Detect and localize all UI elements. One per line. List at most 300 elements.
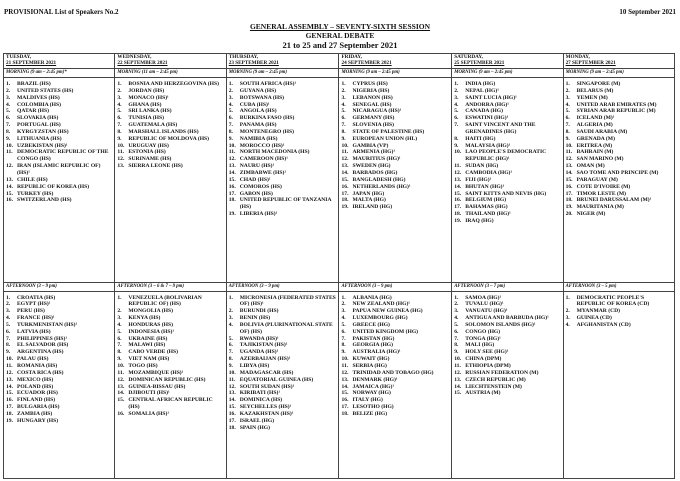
speaker-number: 16. [228,183,236,190]
speaker-number: 7. [6,122,11,129]
speaker-number: 2. [6,301,11,308]
session-header: MORNING (11 am – 2:45 pm) [115,69,226,78]
speaker-number: 13. [6,176,13,183]
speaker-number: 1. [454,81,459,88]
speaker-item [229,170,337,177]
speaker-number: 3. [228,94,233,101]
speaker-list-cell [115,78,226,282]
speaker-name: HAITI (HG) [465,135,496,142]
speaker-name: RUSSIAN FEDERATION (M) [465,369,539,376]
speaker-name: SRI LANKA (HS) [128,108,172,115]
speaker-name: ESWATINI (HG)¹ [465,115,509,122]
speaker-item [117,95,223,102]
speaker-list [566,78,672,218]
speaker-name: BRAZIL (HS) [17,81,51,88]
speaker-name: JAMAICA (HG)¹ [352,383,395,390]
speaker-name: SIERRA LEONE (HS) [128,163,183,170]
speaker-number: 2. [454,87,459,94]
speaker-number: 1. [228,294,233,301]
speaker-number: 17. [341,190,349,197]
speaker-name: GEORGIA (HG) [352,342,394,349]
speaker-name: HOLY SEE (HG)¹ [465,349,509,356]
speaker-item [117,295,223,309]
speaker-number: 8. [341,342,346,349]
speaker-number: 9. [341,135,346,142]
speaker-name: ARGENTINA (HS) [17,349,64,356]
speaker-number: 19. [565,204,573,211]
speaker-number: 1. [341,81,346,88]
speaker-name: GUINEA-BISSAU (HS) [128,383,186,390]
speaker-item [229,404,337,411]
speaker-number: 6. [228,115,233,122]
speaker-name: HONDURAS (HS) [128,321,173,328]
speaker-name: BELARUS (M) [576,87,614,94]
speaker-number: 12. [117,156,125,163]
speaker-name: SAUDI ARABIA (M) [576,128,628,135]
speaker-number: 14. [6,183,13,190]
speaker-number: 5. [117,328,122,335]
speaker-number: 18. [228,424,236,431]
speaker-number: 3. [341,308,346,315]
speaker-name: BOLIVIA (PLURINATIONAL STATE OF) (HS) [239,321,333,335]
speaker-name: BAHRAIN (M) [576,149,614,156]
session-header: MORNING (9 am – 2:45 pm) [226,69,339,78]
speaker-item [341,136,449,143]
speaker-number: 6. [454,115,459,122]
speaker-number: 5. [6,321,11,328]
speaker-number: 13. [341,376,349,383]
speaker-list [341,292,449,418]
speaker-number: 1. [6,294,11,301]
speaker-number: 5. [454,108,459,115]
speaker-name: CHILE (HS) [17,176,48,183]
speaker-number: 14. [6,383,13,390]
speaker-name: LAO PEOPLE'S DEMOCRATIC REPUBLIC (HG)¹ [465,149,547,163]
speaker-number: 14. [565,170,573,177]
speaker-number: 5. [454,321,459,328]
speaker-name: NORTH MACEDONIA (HS) [239,149,310,156]
speaker-name: ANTIGUA AND BARBUDA (HG)¹ [465,315,549,322]
speaker-item [117,370,223,377]
speaker-name: LESOTHO (HG) [352,404,394,411]
speaker-name: LIBYA (HS) [239,362,270,369]
speaker-name: CAMEROON (HS)¹ [239,156,288,163]
speaker-name: UNITED KINGDOM (HG) [352,328,419,335]
speaker-name: ZAMBIA (HS) [17,410,53,417]
speaker-item [229,129,337,136]
speaker-name: SAN MARINO (M) [576,156,624,163]
speaker-number: 15. [6,390,13,397]
speaker-name: MALAWI (HS) [128,342,166,349]
speaker-name: BARBADOS (HG) [352,170,398,177]
speaker-name: GUATEMALA (HS) [128,122,178,129]
speaker-name: TOGO (HS) [128,362,158,369]
speaker-number: 9. [228,135,233,142]
speaker-item [566,88,672,95]
speaker-number: 17. [454,204,462,211]
speaker-item [229,81,337,88]
speaker-item [566,129,672,136]
speaker-name: CYPRUS (HS) [352,81,388,88]
speaker-item [6,197,112,204]
speaker-item [454,149,560,163]
speaker-number: 9. [117,356,122,363]
speaker-number: 5. [228,335,233,342]
speaker-number: 16. [341,397,349,404]
speaker-number: 8. [341,128,346,135]
speaker-number: 7. [117,342,122,349]
speaker-number: 17. [228,190,236,197]
speaker-item [229,425,337,432]
speaker-name: BANGLADESH (HG) [352,176,406,183]
speaker-number: 14. [454,183,462,190]
speaker-number: 3. [341,94,346,101]
morning-speakers-row [4,78,675,282]
speaker-number: 12. [6,369,13,376]
speaker-number: 4. [341,315,346,322]
speaker-number: 4. [228,321,233,328]
session-title: GENERAL ASSEMBLY – SEVENTY-SIXTH SESSION [249,22,431,31]
speaker-number: 15. [228,404,236,411]
speaker-name: EQUATORIAL GUINEA (HS) [239,376,314,383]
speaker-list [229,78,337,218]
speaker-item [341,377,449,384]
speaker-number: 4. [117,321,122,328]
speaker-item [6,322,112,329]
speaker-name: STATE OF PALESTINE (HS) [352,128,425,135]
speaker-name: MYANMAR (CD) [576,308,621,315]
speaker-item [341,81,449,88]
speaker-number: 20. [565,211,573,218]
speaker-number: 11. [228,376,236,383]
speaker-number: 1. [117,294,122,301]
speaker-item [229,315,337,322]
speaker-number: 8. [565,128,570,135]
speaker-item [229,184,337,191]
speaker-name: URUGUAY (HS) [128,142,169,149]
speaker-name: PHILIPPINES (HS)¹ [17,335,68,342]
speaker-name: DEMOCRATIC REPUBLIC OF THE CONGO (HS) [17,149,109,163]
speaker-item [117,81,223,88]
speaker-number: 3. [228,315,233,322]
speakers-table [3,53,675,479]
speaker-item [6,81,112,88]
speaker-number: 8. [454,342,459,349]
speaker-name: UNITED STATES (HS) [17,87,74,94]
speaker-number: 7. [454,335,459,342]
speaker-name: COSTA RICA (HS) [17,369,64,376]
speaker-list-cell [226,291,339,478]
speaker-item [117,329,223,336]
speaker-number: 13. [117,383,125,390]
speaker-item [117,129,223,136]
speaker-item [454,122,560,136]
speaker-item [6,356,112,363]
speaker-number: 6. [6,115,11,122]
speaker-name: COLOMBIA (HS) [17,101,61,108]
speaker-name: SENEGAL (HS) [352,101,392,108]
speaker-item [6,370,112,377]
speaker-number: 3. [565,315,570,322]
speaker-number: 14. [117,390,125,397]
speaker-list-cell [339,291,452,478]
speaker-name: BHUTAN (HG)¹ [465,183,505,190]
speaker-number: 4. [117,101,122,108]
speaker-name: ARMENIA (HG)¹ [352,149,396,156]
speaker-number: 18. [565,197,573,204]
speaker-number: 13. [454,376,462,383]
speaker-item [454,177,560,184]
speaker-number: 19. [6,417,13,424]
speaker-item [454,115,560,122]
speaker-number: 14. [341,170,349,177]
speaker-number: 1. [565,294,570,301]
speaker-number: 10. [6,142,13,149]
speaker-list [341,78,449,211]
speaker-name: GERMANY (HS) [352,115,395,122]
speaker-name: BENIN (HS) [239,315,271,322]
speaker-number: 8. [454,135,459,142]
speaker-number: 18. [228,197,236,204]
speaker-number: 18. [341,410,349,417]
speaker-name: ECUADOR (HS) [17,390,58,397]
speaker-name: DOMINICAN REPUBLIC (HS) [128,376,206,383]
speaker-name: TUNISIA (HS) [128,115,164,122]
speaker-number: 15. [454,190,462,197]
speaker-number: 13. [117,163,125,170]
speaker-name: CHAD (HS)¹ [239,176,271,183]
speaker-name: KIRIBATI (HS)¹ [239,390,281,397]
speaker-number: 19. [454,217,462,224]
speaker-name: MALI (HG) [465,342,495,349]
speaker-name: UKRAINE (HS) [128,335,168,342]
speaker-list [229,292,337,432]
speaker-name: NIGER (M) [576,211,606,218]
session-header: MORNING (9 am – 2:45 pm) [339,69,452,78]
speaker-name: TAJIKISTAN (HS)¹ [239,342,288,349]
speaker-name: SAINT KITTS AND NEVIS (HG) [465,190,547,197]
speaker-number: 4. [6,315,11,322]
session-header: AFTERNOON (3 – 9 pm) [226,282,339,291]
speaker-number: 7. [6,335,11,342]
session-header: MORNING (9 am – 2:45 pm) [452,69,563,78]
speaker-item [229,363,337,370]
speaker-number: 13. [565,163,573,170]
speaker-number: 10. [454,149,462,156]
speaker-number: 19. [341,204,349,211]
speaker-name: AZERBAIJAN (HS)¹ [239,356,291,363]
speaker-name: SUDAN (HG) [465,163,499,170]
speaker-number: 11. [565,149,573,156]
speaker-item [341,170,449,177]
document-label: PROVISIONAL List of Speakers No.2 [4,8,119,16]
speaker-name: NORWAY (HG) [352,390,391,397]
speaker-name: MAURITIUS (HG)¹ [352,156,401,163]
speaker-name: ETHIOPIA (DPM) [465,362,511,369]
speaker-item [6,411,112,418]
speaker-number: 11. [6,362,13,369]
day-header: MONDAY, 27 SEPTEMBER 2021 [563,54,674,69]
speaker-number: 7. [454,122,459,129]
speaker-list [454,292,560,398]
session-header: AFTERNOON (3 – 9 pm) [4,282,115,291]
speaker-list [6,292,112,425]
speaker-item [454,363,560,370]
speaker-item [229,122,337,129]
speaker-name: IRELAND (HG) [352,204,393,211]
speaker-number: 9. [117,135,122,142]
speaker-number: 8. [117,128,122,135]
speaker-name: POLAND (HS) [17,383,54,390]
speaker-name: MOZAMBIQUE (HS)¹ [128,369,184,376]
speaker-name: NETHERLANDS (HG)¹ [352,183,411,190]
speaker-number: 8. [228,356,233,363]
speaker-number: 6. [228,342,233,349]
speaker-item [566,163,672,170]
speaker-name: SINGAPORE (M) [576,81,621,88]
speaker-number: 6. [341,115,346,122]
speaker-name: TURKMENISTAN (HS)¹ [17,321,78,328]
speaker-name: BRUNEI DARUSSALAM (M)¹ [576,197,652,204]
speaker-number: 6. [565,115,570,122]
day-header: TUESDAY, 21 SEPTEMBER 2021 [4,54,115,69]
speaker-list-cell [563,291,674,478]
speaker-item [341,363,449,370]
speaker-name: MADAGASCAR (HS) [239,369,294,376]
speaker-item [6,418,112,425]
speaker-number: 12. [565,156,573,163]
speaker-name: LIBERIA (HS)¹ [239,211,278,218]
speaker-item [229,397,337,404]
speaker-name: PARAGUAY (M) [576,176,618,183]
speaker-number: 4. [565,321,570,328]
speaker-name: AFGHANISTAN (CD) [576,321,631,328]
speaker-number: 3. [117,94,122,101]
speaker-item [454,136,560,143]
speaker-number: 11. [341,362,349,369]
speaker-list-cell [226,78,339,282]
speaker-name: CABO VERDE (HS) [128,349,179,356]
speaker-number: 5. [341,108,346,115]
speaker-name: SURINAME (HS) [128,156,172,163]
speaker-name: BELGIUM (HG) [465,197,507,204]
speaker-number: 10. [454,356,462,363]
speaker-number: 1. [6,81,11,88]
session-header: AFTERNOON (3 – 9 pm) [339,282,452,291]
speaker-item [341,95,449,102]
speaker-name: DJIBOUTI (HS)¹ [128,390,170,397]
speaker-number: 6. [454,328,459,335]
speaker-name: MOROCCO (HS)¹ [239,142,285,149]
speaker-item [454,390,560,397]
speaker-number: 5. [341,321,346,328]
speaker-item [454,81,560,88]
speaker-name: SWEDEN (HG) [352,163,391,170]
speaker-item [117,163,223,170]
speaker-item [341,370,449,377]
speaker-item [341,204,449,211]
speaker-list [117,292,223,418]
speaker-number: 18. [6,410,13,417]
speaker-number: 16. [228,410,236,417]
speaker-number: 10. [228,369,236,376]
speaker-name: BELIZE (HG) [352,410,388,417]
speaker-name: SOMALIA (HS)¹ [128,410,170,417]
speaker-name: BAHAMAS (HG) [465,204,508,211]
speaker-number: 2. [117,87,122,94]
speaker-item [566,295,672,309]
speaker-name: PALAU (HS) [17,356,49,363]
speaker-name: SERBIA (HG) [352,362,387,369]
speaker-number: 15. [341,176,349,183]
speaker-item [566,170,672,177]
speaker-name: INDONESIA (HS)¹ [128,328,175,335]
speaker-item [6,404,112,411]
speaker-name: BOTSWANA (HS) [239,94,285,101]
speaker-name: SLOVAKIA (HS) [17,115,59,122]
speaker-name: MALAYSIA (HG)¹ [465,142,511,149]
speaker-number: 4. [6,101,11,108]
speaker-number: 15. [565,176,573,183]
speaker-name: ERITREA (M) [576,142,613,149]
speaker-number: 14. [228,397,236,404]
speaker-item [341,397,449,404]
speaker-name: GUINEA (CD) [576,315,612,322]
speaker-name: KENYA (HS) [128,315,161,322]
speaker-name: CUBA (HS)¹ [239,101,270,108]
speaker-item [341,163,449,170]
speaker-name: SAMOA (HG)¹ [465,294,502,301]
speaker-name: MALDIVES (HS) [17,94,60,101]
speaker-name: ANGOLA (HS) [239,108,277,115]
speaker-name: ISRAEL (HG) [239,417,275,424]
speaker-number: 1. [341,294,346,301]
speaker-number: 3. [117,315,122,322]
day-header: THURSDAY, 23 SEPTEMBER 2021 [226,54,339,69]
speaker-number: 5. [565,108,570,115]
speaker-number: 4. [565,101,570,108]
speaker-number: 16. [6,397,13,404]
speaker-item [6,149,112,163]
speaker-item [229,197,337,211]
speaker-number: 17. [228,417,236,424]
speaker-name: SYRIAN ARAB REPUBLIC (M) [576,108,656,115]
speaker-name: COMOROS (HS) [239,183,282,190]
speaker-number: 13. [341,163,349,170]
speaker-number: 16. [454,197,462,204]
speaker-name: NICARAGUA (HS)¹ [352,108,402,115]
speaker-name: ROMANIA (HS) [17,362,58,369]
speaker-number: 1. [454,294,459,301]
speaker-name: NEW ZEALAND (HG)¹ [352,301,410,308]
speaker-item [341,411,449,418]
speaker-number: 4. [454,315,459,322]
speaker-item [6,315,112,322]
speaker-number: 11. [341,149,349,156]
speaker-number: 10. [565,142,573,149]
speaker-number: 18. [454,211,462,218]
speaker-name: PAPUA NEW GUINEA (HG) [352,308,423,315]
speaker-number: 13. [6,376,13,383]
speaker-item [6,163,112,177]
speaker-name: LEBANON (HS) [352,94,393,101]
speaker-item [566,177,672,184]
speaker-name: CZECH REPUBLIC (M) [465,376,526,383]
speaker-number: 2. [117,308,122,315]
speaker-name: GHANA (HS) [128,101,162,108]
afternoon-speakers-row [4,291,675,478]
speaker-number: 8. [6,128,11,135]
